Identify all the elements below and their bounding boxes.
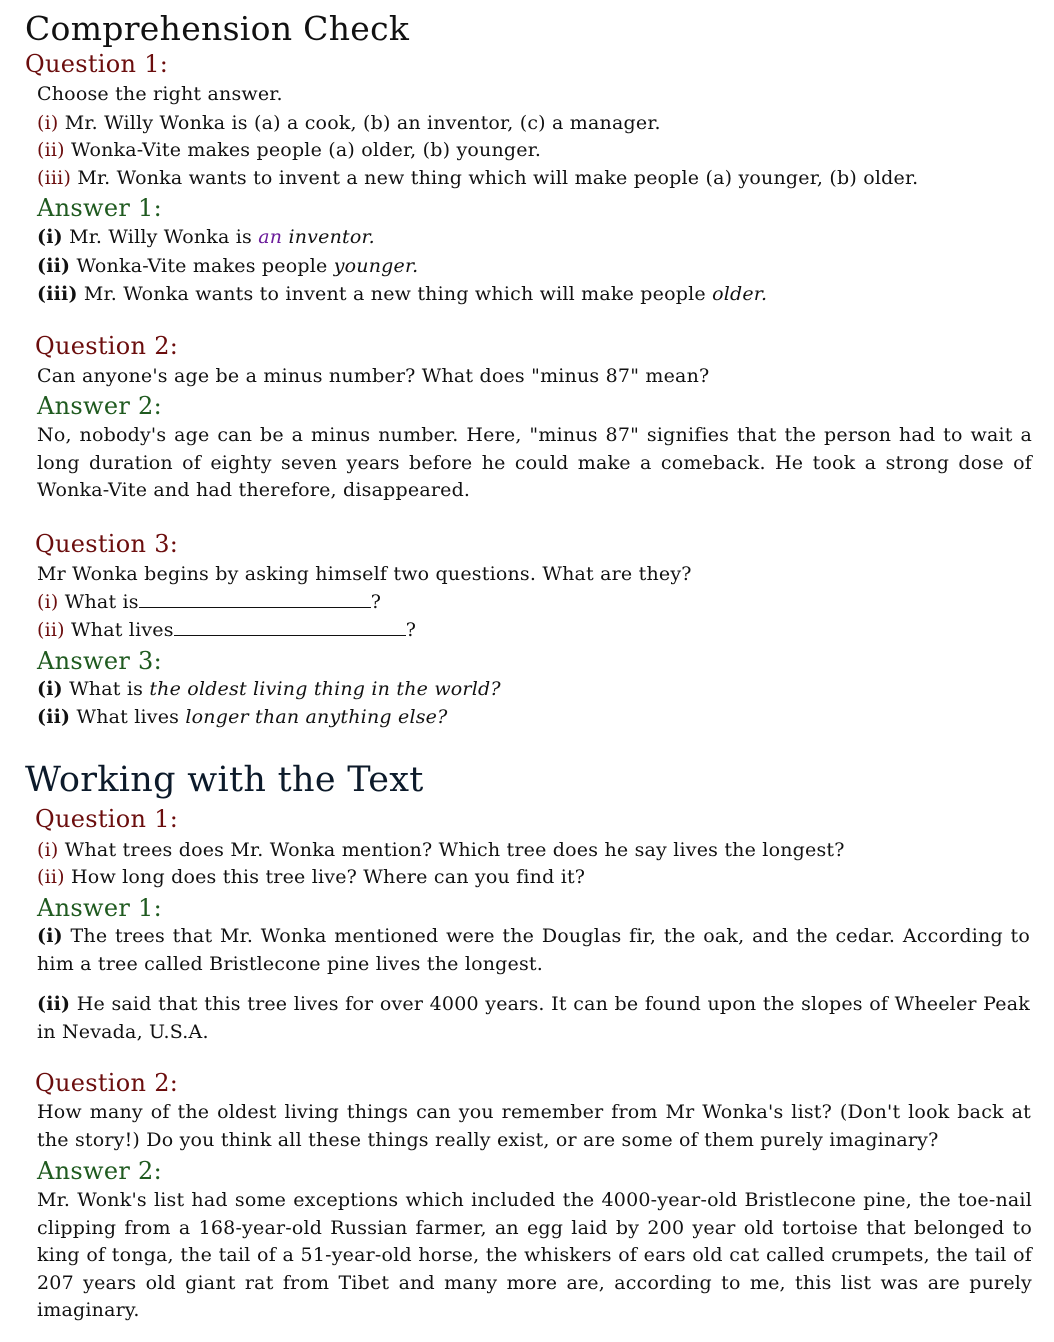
item-number: (i) — [37, 925, 63, 947]
item-number: (ii) — [37, 255, 71, 277]
section-heading-comprehension: Comprehension Check — [25, 9, 410, 48]
item-text: Mr. Willy Wonka is (a) a cook, (b) an inventor, (c) a manager. — [64, 112, 661, 134]
item-end: ? — [405, 619, 417, 641]
answer-label: Answer 1: — [37, 194, 163, 222]
answer-text: Mr. Wonka wants to invent a new thing which will make people — [83, 283, 713, 305]
question-prompt: Choose the right answer. — [37, 83, 283, 105]
answer-italic: longer than anything else? — [185, 706, 448, 728]
item-number: (i) — [37, 112, 59, 134]
question-label: Question 2: — [35, 332, 179, 360]
answer-label: Answer 2: — [37, 392, 163, 420]
item-number: (iii) — [37, 167, 72, 189]
item-text: Wonka-Vite makes people (a) older, (b) younger. — [71, 139, 542, 161]
answer-text: Mr. Willy Wonka is — [69, 226, 259, 248]
question-item — [37, 112, 661, 134]
answer-paragraph — [37, 923, 1030, 978]
question-prompt: Mr Wonka begins by asking himself two questions. What are they? — [37, 563, 692, 585]
section-heading-working: Working with the Text — [25, 760, 424, 800]
item-number: (i) — [37, 591, 59, 613]
question-prompt: Can anyone's age be a minus number? What does "minus 87" mean? — [37, 365, 710, 387]
item-number: (ii) — [37, 706, 71, 728]
answer-paragraph: No, nobody's age can be a minus number. Here, "minus 87" signifies that the person had to wait a long duration of eighty seven years before he could make a comeback. He took a strong dose of Wonka-Vite and had therefore, disappeared. — [37, 424, 1032, 501]
answer-paragraph: Mr. Wonk's list had some exceptions which included the 4000-year-old Bristlecone pine, the toe-nail clipping from a 168-year-old Russian farmer, an egg laid by 200 year old tortoise that belonged to king of tonga, the tail of a 51-year-old horse, the whiskers of ears old cat called crumpets, the tail of 207 years old giant rat from Tibet and many more are, according to me, this list was are purely imaginary. — [37, 1189, 1032, 1321]
answer-label: Answer 1: — [37, 894, 163, 922]
question-prompt: How many of the oldest living things can you remember from Mr Wonka's list? (Don't look back at the story!) Do you think all these things really exist, or are some of them purely imaginary? — [37, 1101, 1031, 1151]
fill-blank — [174, 619, 406, 636]
item-number: (i) — [37, 226, 63, 248]
item-text: What trees does Mr. Wonka mention? Which tree does he say lives the longest? — [64, 839, 845, 861]
answer-text: What lives — [76, 706, 186, 728]
question-item — [37, 139, 541, 161]
answer-item — [37, 706, 448, 728]
answer-item — [37, 283, 767, 305]
answer-item — [37, 255, 418, 277]
answer-label: Answer 2: — [37, 1157, 163, 1185]
item-text: What is — [64, 591, 139, 613]
question-label: Question 2: — [35, 1069, 179, 1097]
answer-item — [37, 678, 501, 700]
item-number: (ii) — [37, 619, 65, 641]
item-end: ? — [370, 591, 382, 613]
answer-text: The trees that Mr. Wonka mentioned were the Douglas fir, the oak, and the cedar. According to him a tree called Bristlecone pine lives the longest. — [37, 925, 1030, 975]
answer-highlight: an — [258, 226, 283, 248]
answer-label: Answer 3: — [37, 647, 163, 675]
answer-text: He said that this tree lives for over 4000 years. It can be found upon the slopes of Wheeler Peak in Nevada, U.S.A. — [37, 993, 1030, 1043]
answer-paragraph — [37, 991, 1030, 1046]
answer-item — [37, 226, 375, 248]
answer-italic: younger. — [333, 255, 419, 277]
question-item — [37, 839, 845, 861]
item-number: (i) — [37, 678, 63, 700]
item-text: What lives — [71, 619, 174, 641]
item-number: (ii) — [37, 866, 65, 888]
answer-italic: the oldest living thing in the world? — [149, 678, 501, 700]
answer-italic: older. — [712, 283, 768, 305]
item-number: (iii) — [37, 283, 78, 305]
item-number: (i) — [37, 839, 59, 861]
item-text: Mr. Wonka wants to invent a new thing which will make people (a) younger, (b) older. — [77, 167, 919, 189]
question-item — [37, 619, 416, 641]
answer-text: inventor. — [282, 226, 375, 248]
answer-text: Wonka-Vite makes people — [76, 255, 334, 277]
item-number: (ii) — [37, 139, 65, 161]
item-number: (ii) — [37, 993, 71, 1015]
question-item — [37, 591, 381, 613]
item-text: How long does this tree live? Where can you find it? — [71, 866, 586, 888]
answer-text: What is — [69, 678, 150, 700]
fill-blank — [139, 591, 371, 608]
question-label: Question 1: — [25, 50, 169, 78]
question-label: Question 3: — [35, 530, 179, 558]
question-label: Question 1: — [35, 805, 179, 833]
question-item — [37, 167, 918, 189]
question-item — [37, 866, 585, 888]
